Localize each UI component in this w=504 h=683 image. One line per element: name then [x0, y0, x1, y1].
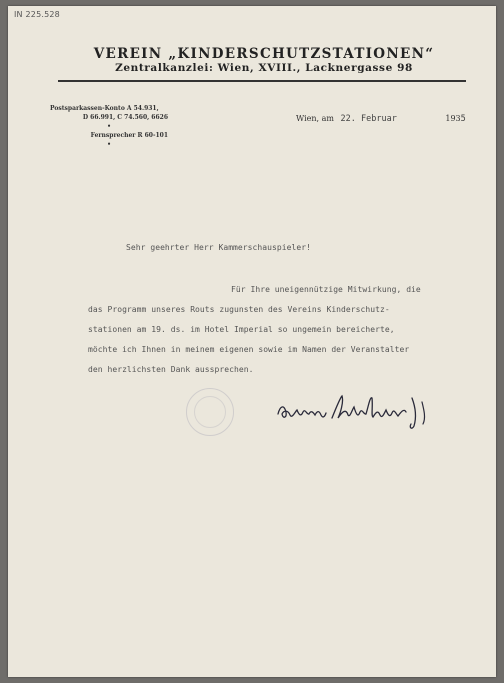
separator-bullet: • [107, 141, 111, 148]
postal-account-line: Postsparkassen-Konto A 54.931, [50, 105, 159, 112]
salutation: Sehr geehrter Herr Kammerschauspieler! [126, 243, 311, 252]
contact-block [50, 104, 168, 149]
date-typed: 22. Februar [340, 114, 397, 124]
handwritten-signature [274, 388, 444, 432]
year-prefix: 193 [445, 114, 461, 123]
body-line-1: Für Ihre uneigennützige Mitwirkung, die [231, 285, 421, 294]
archive-number: IN 225.528 [14, 10, 60, 19]
faint-stamp [186, 388, 234, 436]
dateline [296, 114, 466, 124]
letterhead-org-name: VEREIN „KINDERSCHUTZSTATIONEN“ [93, 46, 435, 62]
letterhead-address: Zentralkanzlei: Wien, XVIII., Lacknergasse 98 [115, 62, 413, 74]
body-line-4: möchte ich Ihnen in meinem eigenen sowie im Namen der Veranstalter [88, 345, 410, 354]
separator-bullet: • [107, 123, 111, 130]
letter-sheet [8, 6, 496, 677]
postal-account-numbers: D 66.991, C 74.560, 6626 [82, 114, 168, 121]
body-line-2: das Programm unseres Routs zugunsten des Vereins Kinderschutz- [88, 305, 390, 314]
year-digit: 5 [460, 114, 466, 124]
letterhead-divider [58, 80, 466, 82]
telephone-line: Fernsprecher R 60-101 [90, 132, 168, 139]
body-line-3: stationen am 19. ds. im Hotel Imperial so ungemein bereicherte, [88, 325, 395, 334]
body-line-5: den herzlichsten Dank aussprechen. [88, 365, 254, 374]
date-place: Wien, am [296, 114, 334, 123]
